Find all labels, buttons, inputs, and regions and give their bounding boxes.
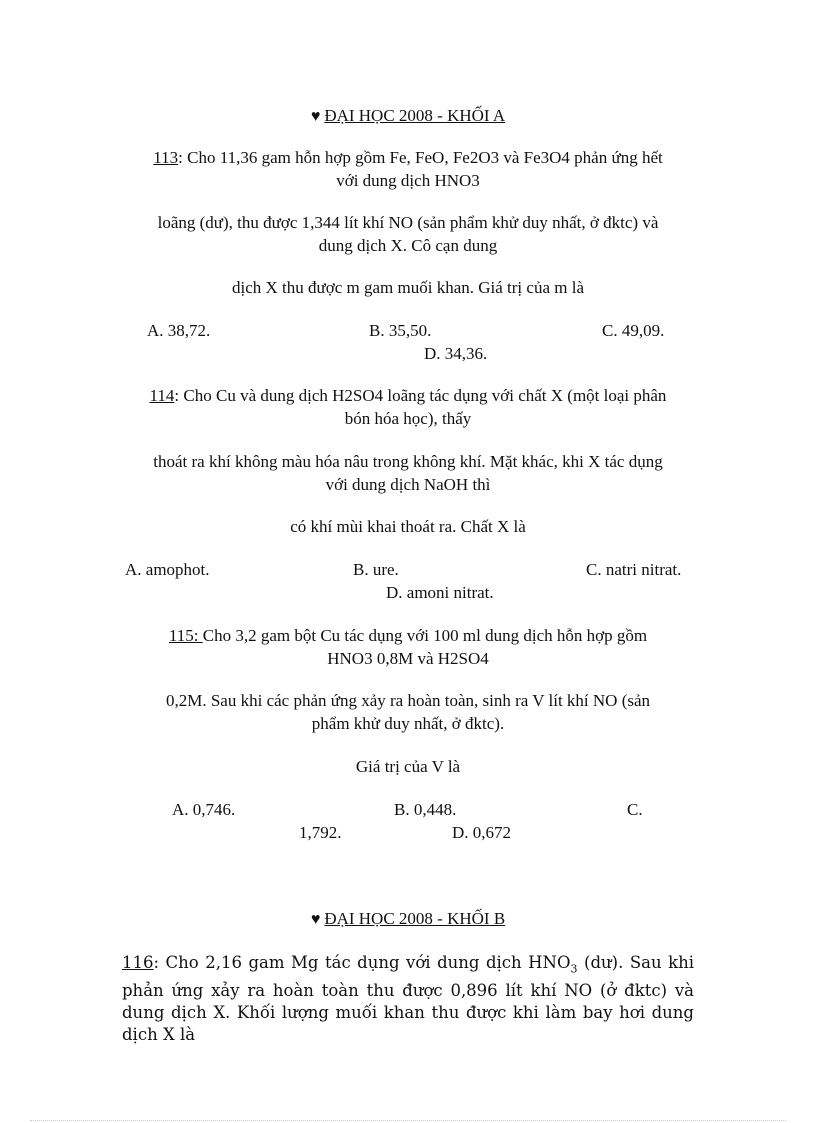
q113-text-1: : Cho 11,36 gam hỗn hợp gồm Fe, FeO, Fe2O3 và Fe3O4 phản ứng hết	[178, 148, 663, 167]
page-bottom-divider	[30, 1120, 786, 1121]
q114-line-5: có khí mùi khai thoát ra. Chất X là	[290, 517, 526, 536]
q115-option-a: A. 0,746.	[172, 800, 236, 819]
heart-icon: ♥	[310, 911, 321, 928]
q114-line-3: thoát ra khí không màu hóa nâu trong không khí. Mặt khác, khi X tác dụng	[153, 452, 663, 471]
q113-option-c: C. 49,09.	[602, 321, 665, 340]
q113-option-a: A. 38,72.	[147, 321, 211, 340]
q116-subscript: 3	[570, 962, 578, 976]
q115-option-c-value: 1,792.	[299, 823, 342, 842]
q114-line-4: với dung dịch NaOH thì	[325, 475, 491, 494]
q115-option-b: B. 0,448.	[394, 800, 457, 819]
q113-line-2: với dung dịch HNO3	[336, 171, 480, 190]
q113-line-5: dịch X thu được m gam muối khan. Giá trị của m là	[232, 278, 584, 297]
q114-option-a: A. amophot.	[125, 560, 210, 579]
q115-option-d: D. 0,672	[452, 823, 512, 842]
q114-option-d: D. amoni nitrat.	[386, 583, 494, 602]
q116-paragraph	[122, 952, 694, 1046]
q114-line-2: bón hóa học), thấy	[344, 409, 472, 428]
q115-line-2: HNO3 0,8M và H2SO4	[327, 649, 489, 668]
q115-number: 115:	[168, 626, 203, 645]
q115-line-5: Giá trị của V là	[355, 757, 461, 776]
q115-text-1: Cho 3,2 gam bột Cu tác dụng với 100 ml dung dịch hỗn hợp gồm	[202, 626, 648, 645]
q116-text-1: : Cho 2,16 gam Mg tác dụng với dung dịch HNO	[153, 953, 571, 972]
q114-number: 114	[149, 386, 175, 405]
q113-line-1	[100, 147, 716, 169]
q115-line-3: 0,2M. Sau khi các phản ứng xảy ra hoàn toàn, sinh ra V lít khí NO (sản	[165, 691, 651, 710]
q114-text-1: : Cho Cu và dung dịch H2SO4 loãng tác dụng với chất X (một loại phân	[174, 386, 667, 405]
q113-number: 113	[153, 148, 179, 167]
q116-text-2: (dư). Sau khi phản ứng xảy ra hoàn toàn thu được 0,896 lít khí NO (ở đktc) và dung dịch X. Khối lượng muối khan thu được khi làm bay hơi dung dịch X là	[122, 953, 695, 1045]
section-heading-b	[100, 908, 716, 931]
q115-line-1	[100, 625, 716, 647]
section-heading-b-text: ĐẠI HỌC 2008 - KHỐI B	[324, 909, 506, 928]
q116-number: 116	[122, 953, 154, 972]
q115-option-c: C.	[627, 800, 643, 819]
q113-option-b: B. 35,50.	[369, 321, 432, 340]
q113-option-d: D. 34,36.	[424, 344, 488, 363]
q113-line-3: loãng (dư), thu được 1,344 lít khí NO (sản phẩm khử duy nhất, ở đktc) và	[157, 213, 659, 232]
q115-line-4: phẩm khử duy nhất, ở đktc).	[311, 714, 505, 733]
q114-line-1	[100, 385, 716, 407]
section-heading-a	[100, 105, 716, 128]
heart-icon: ♥	[310, 108, 321, 125]
q114-option-b: B. ure.	[353, 560, 399, 579]
q114-option-c: C. natri nitrat.	[586, 560, 682, 579]
q113-line-4: dung dịch X. Cô cạn dung	[318, 236, 498, 255]
section-heading-a-text: ĐẠI HỌC 2008 - KHỐI A	[324, 106, 506, 125]
